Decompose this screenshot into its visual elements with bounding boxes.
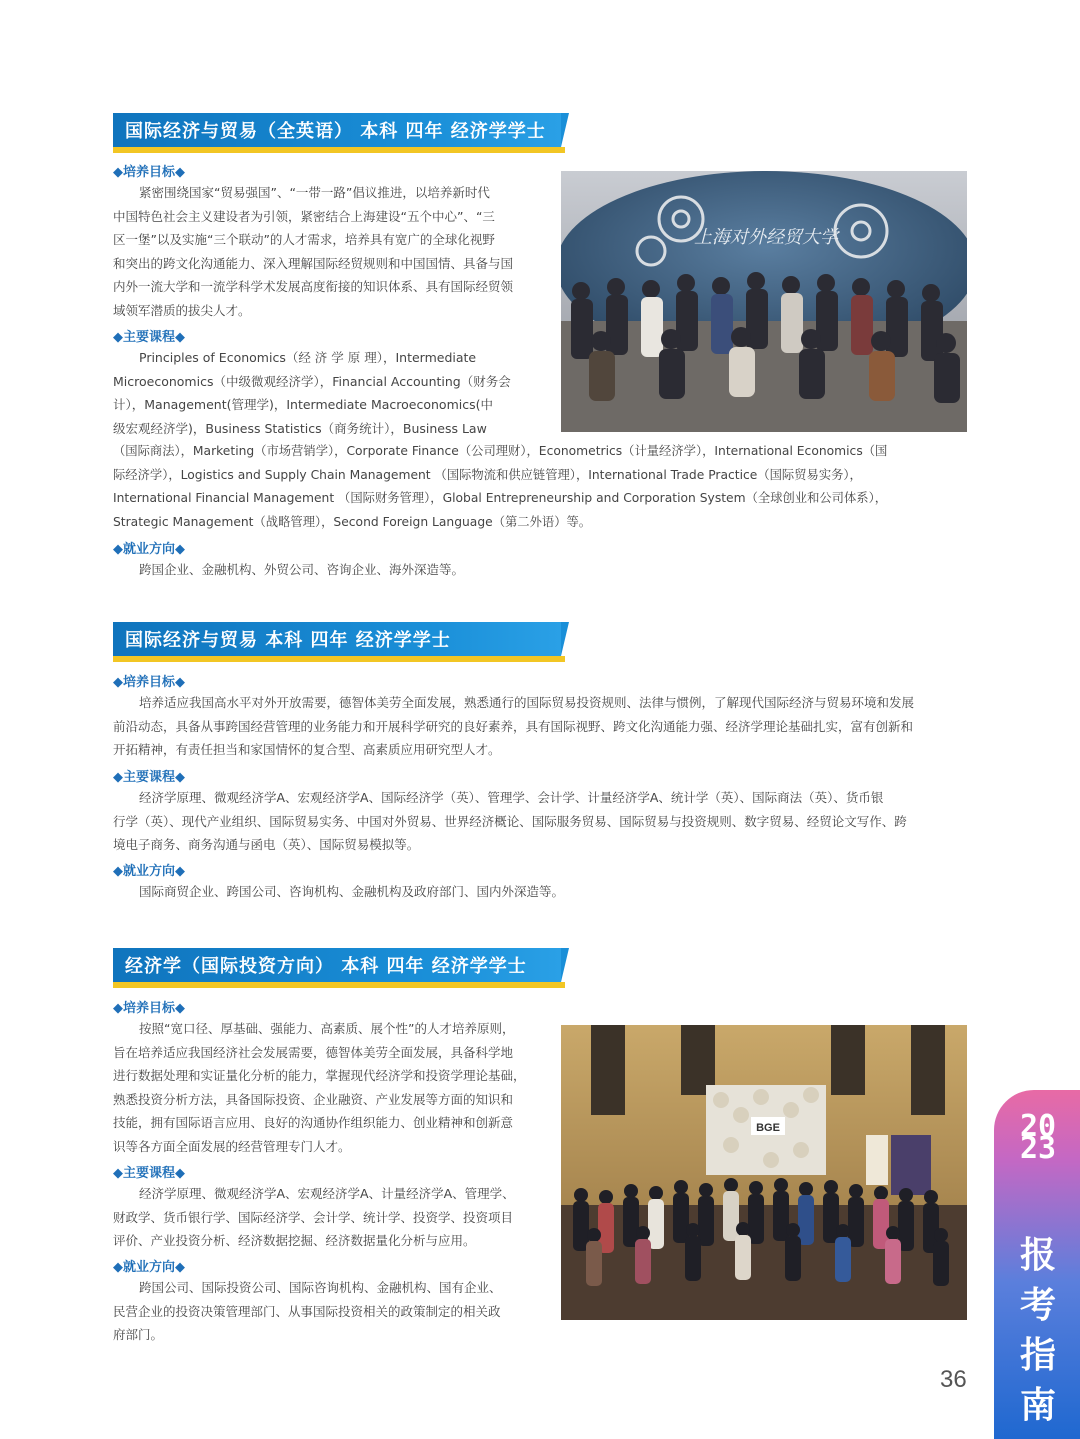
section2-course-label: ◆主要课程◆ [113, 770, 185, 785]
page-number: 36 [940, 1366, 967, 1393]
section3-title: 经济学（国际投资方向） 本科 四年 经济学学士 [125, 956, 527, 977]
section1-title: 国际经济与贸易（全英语） 本科 四年 经济学学士 [125, 121, 546, 142]
side-tab-title: 报考指南 [1019, 1234, 1056, 1426]
section2-goal-text: 培养适应我国高水平对外开放需要，德智体美劳全面发展，熟悉通行的国际贸易投资规则、法律与惯例，了解现代国际经济与贸易环境和发展 前沿动态，具备从事跨国经营管理的业务能力和开展科学研究的良好素养，具有国际视野、跨文化沟通能力强、经济学理论基础扎实，富有创新和 开拓精神，有责任担当和家国情怀的复合型、高素质应用研究型人才。 [113, 695, 915, 758]
section1-goal-label: ◆培养目标◆ [113, 165, 185, 180]
photo1-wall-text: 上海对外经贸大学 [694, 227, 838, 248]
section1-course-label: ◆主要课程◆ [113, 330, 185, 345]
section3-goal-label: ◆培养目标◆ [113, 1001, 185, 1016]
side-tab-year: 2023 [1019, 1109, 1057, 1166]
section3-course-text: 经济学原理、微观经济学A、宏观经济学A、计量经济学A、管理学、 财政学、货币银行学、国际经济学、会计学、统计学、投资学、投资项目 评价、产业投资分析、经济数据挖掘、经济数据量化分析与应用。 [113, 1186, 515, 1249]
section1-course-text-a: Principles of Economics（经 济 学 原 理），Intermediate Microeconomics（中级微观经济学），Financial Accounting（财务会 计），Management(管理学)，Intermediate Macroeconomics(中 级宏观经济学)，Business Statistics（商务统计），Business Law [113, 350, 511, 436]
section3-career-text: 跨国公司、国际投资公司、国际咨询机构、金融机构、国有企业、 民营企业的投资决策管理部门、从事国际投资相关的政策制定的相关政 府部门。 [113, 1280, 502, 1343]
section2-goal-label: ◆培养目标◆ [113, 675, 185, 690]
photo2-board-text: BGE [756, 1122, 780, 1134]
section1-career-text: 跨国企业、金融机构、外贸公司、咨询企业、海外深造等。 [139, 562, 465, 577]
section2-course-text: 经济学原理、微观经济学A、宏观经济学A、国际经济学（英）、管理学、会计学、计量经济学A、统计学（英）、国际商法（英）、货币银 行学（英）、现代产业组织、国际贸易实务、中国对外贸易、世界经济概论、国际服务贸易、国际贸易与投资规则、数字贸易、经贸论文写作、跨 境电子商务、商务沟通与函电（英）、国际贸易模拟等。 [113, 790, 907, 853]
section2-career-text: 国际商贸企业、跨国公司、咨询机构、金融机构及政府部门、国内外深造等。 [139, 884, 565, 899]
side-tab [994, 1090, 1080, 1439]
section2-career-label: ◆就业方向◆ [113, 864, 185, 879]
section2-title: 国际经济与贸易 本科 四年 经济学学士 [125, 630, 451, 651]
section3-career-label: ◆就业方向◆ [113, 1260, 185, 1275]
section3-course-label: ◆主要课程◆ [113, 1166, 185, 1181]
group-photo-conference [561, 1025, 967, 1320]
section1-course-text-b: （国际商法），Marketing（市场营销学），Corporate Finance（公司理财），Econometrics（计量经济学），International Economics（国 际经济学），Logistics and Supply Chain Management （国际物流和供应链管理），International Trade Practice（国际贸易实务）， International Financial Management （国际财务管理），Global Entrepreneurship and Corporation System（全球创业和公司体系）， Strategic Management（战略管理），Second Foreign Language（第二外语）等。 [113, 444, 888, 529]
section1-goal-text: 紧密围绕国家“贸易强国”、“一带一路”倡议推进，以培养新时代 中国特色社会主义建设者为引领，紧密结合上海建设“五个中心”、“三 区一堡”以及实施“三个联动”的人才需求，培养具有宽广的全球化视野 和突出的跨文化沟通能力、深入理解国际经贸规则和中国国情、具备与国 内外一流大学和一流学科学术发展高度衔接的知识体系、具有国际经贸领 域领军潜质的拔尖人才。 [113, 185, 514, 318]
section3-goal-text: 按照“宽口径、厚基础、强能力、高素质、展个性”的人才培养原则， 旨在培养适应我国经济社会发展需要，德智体美劳全面发展，具备科学地 进行数据处理和实证量化分析的能力，掌握现代经济学和投资学理论基础， 熟悉投资分析方法，具备国际投资、企业融资、产业发展等方面的知识和 技能，拥有国际语言应用、良好的沟通协作组织能力、创业精神和创新意 识等各方面全面发展的经营管理专门人才。 [113, 1021, 526, 1154]
group-photo-students [561, 171, 967, 432]
section1-career-label: ◆就业方向◆ [113, 542, 185, 557]
